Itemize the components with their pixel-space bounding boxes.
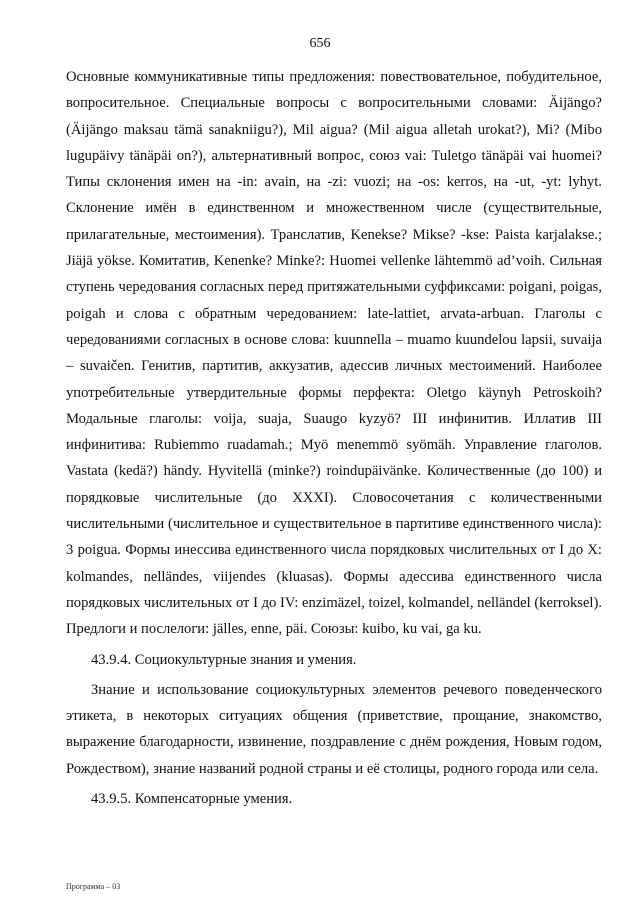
grammar-paragraph: Основные коммуникативные типы предложения: повествовательное, побудительное, вопросительное. Специальные вопросы с вопросительными словами: Äijängo? (Äijängo maksau tämä sanakniigu?), Mil aigua? (Mil aigua alletah urokat?), Mi? (Mibo lugupäivy tänäpäi on?), альтернативный вопрос, союз vai: Tuletgo tänäpäi vai huomei? Типы склонения имен на -in: avain, на -zi: vuozi; на -os: kerros, на -ut, -yt: lyhyt. Склонение имён в единственном и множественном числе (существительные, прилагательные, местоимения). Транслатив, Kenekse? Mikse? -kse: Paista karjalakse.; Jiäjä yökse. Комитатив, Kenenke? Minke?: Huomei vellenke lähtemmö ad’voih. Сильная ступень чередования согласных перед притяжательными суффиксами: poigani, poigas, poigah и слова с обратным чередованием: late-lattiet, arvata-arbuan. Глаголы с чередованиями согласных в основе слова: kuunnella – muamo kuundelou lapsii, suvaija – suvaičen. Генитив, партитив, аккузатив, адессив личных местоимений. Наиболее употребительные утвердительные формы перфекта: Oletgo käynyh Petroskoih? Модальные глаголы: voija, suaja, Suaugo kyzyö? III инфинитив. Иллатив III инфинитива: Rubiemmo ruadamah.; Myö menemmö syömäh. Управление глаголов. Vastata (kedä?) händy. Hyvitellä (minke?) roindupäivänke. Количественные (до 100) и порядковые числительные (до XXXI). Словосочетания с количественными числительными (числительное и существительное в партитиве единственного числа): 3 poigua. Формы инессива единственного числа порядковых числительных от I до X: kolmandes, nelländes, viijendes (kluasas). Формы адессива единственного числа порядковых числительных от I до IV: enzimäzel, toizel, kolmandel, nelländel (kerroksel). Предлоги и послелоги: jälles, enne, päi. Союзы: kuibo, ku vai, ga ku.	[66, 69, 602, 638]
section-heading-43-9-4: 43.9.4. Социокультурные знания и умения.	[91, 651, 357, 668]
footer-label: Программа – 03	[66, 882, 121, 891]
section-heading-43-9-5: 43.9.5. Компенсаторные умения.	[91, 791, 293, 808]
page-number: 656	[309, 36, 331, 51]
sociocultural-paragraph: Знание и использование социокультурных элементов речевого поведенческого этикета, в некоторых ситуациях общения (приветствие, прощание, знакомство, выражение благодарности, извинение, поздравление с днём рождения, Новым годом, Рождеством), знание названий родной страны и её столицы, родного города или села.	[66, 681, 602, 777]
body-text	[66, 64, 602, 816]
